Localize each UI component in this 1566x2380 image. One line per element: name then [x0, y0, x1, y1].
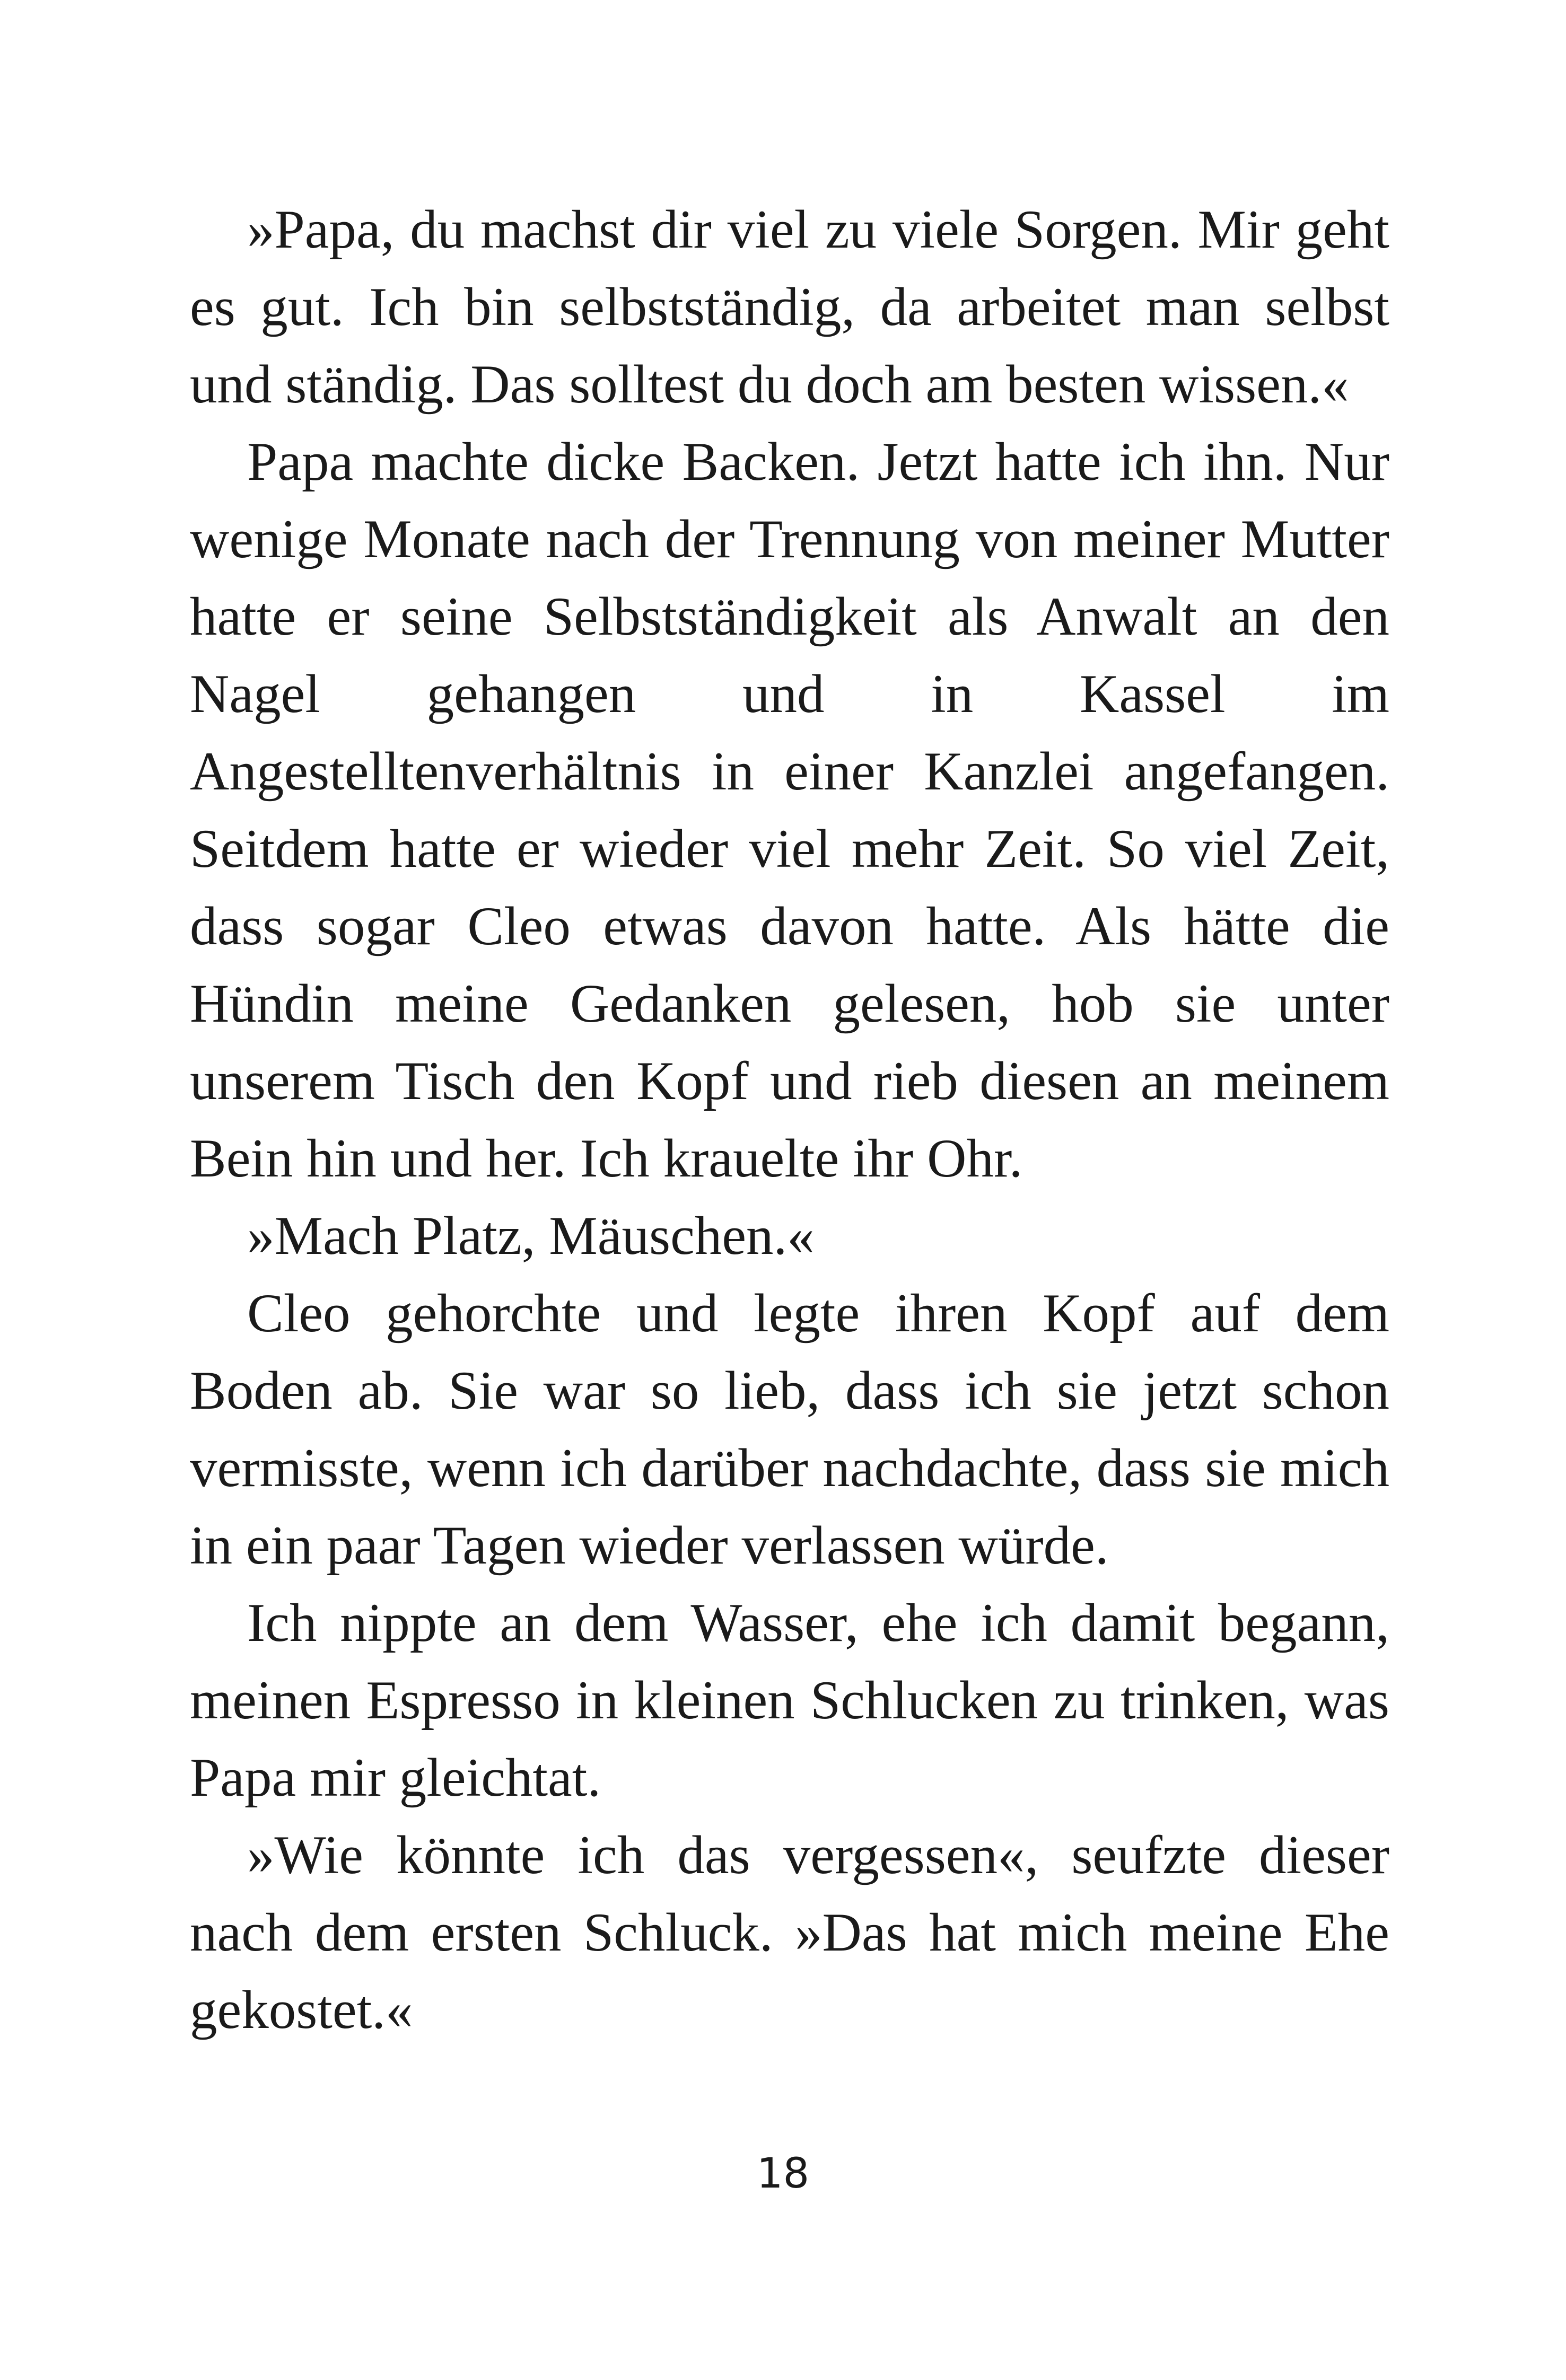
- paragraph: Ich nippte an dem Wasser, ehe ich damit begann, meinen Espresso in kleinen Schlucken zu trinken, was Papa mir gleichtat.: [190, 1593, 1389, 1808]
- paragraph: »Papa, du machst dir viel zu viele Sorgen. Mir geht es gut. Ich bin selbstständig, da arbeitet man selbst und ständig. Das solltest du doch am besten wissen.«: [190, 199, 1389, 415]
- paragraph: »Wie könnte ich das vergessen«, seufzte dieser nach dem ersten Schluck. »Das hat mich meine Ehe gekostet.«: [190, 1825, 1389, 2040]
- body-text: [190, 191, 1389, 2049]
- paragraph: Cleo gehorchte und legte ihren Kopf auf dem Boden ab. Sie war so lieb, dass ich sie jetzt schon vermisste, wenn ich darüber nachdachte, dass sie mich in ein paar Tagen wieder verlassen würde.: [190, 1283, 1389, 1576]
- page-number: 18: [756, 2150, 810, 2198]
- paragraph: »Mach Platz, Mäuschen.«: [247, 1206, 815, 1266]
- paragraph: Papa machte dicke Backen. Jetzt hatte ich ihn. Nur wenige Monate nach der Trennung von meiner Mutter hatte er seine Selbstständigkeit als Anwalt an den Nagel gehangen und in Kassel im Angestelltenverhältnis in einer Kanzlei angefangen. Seitdem hatte er wieder viel mehr Zeit. So viel Zeit, dass sogar Cleo etwas davon hatte. Als hätte die Hündin meine Gedanken gelesen, hob sie unter unserem Tisch den Kopf und rieb diesen an meinem Bein hin und her. Ich krauelte ihr Ohr.: [190, 432, 1389, 1189]
